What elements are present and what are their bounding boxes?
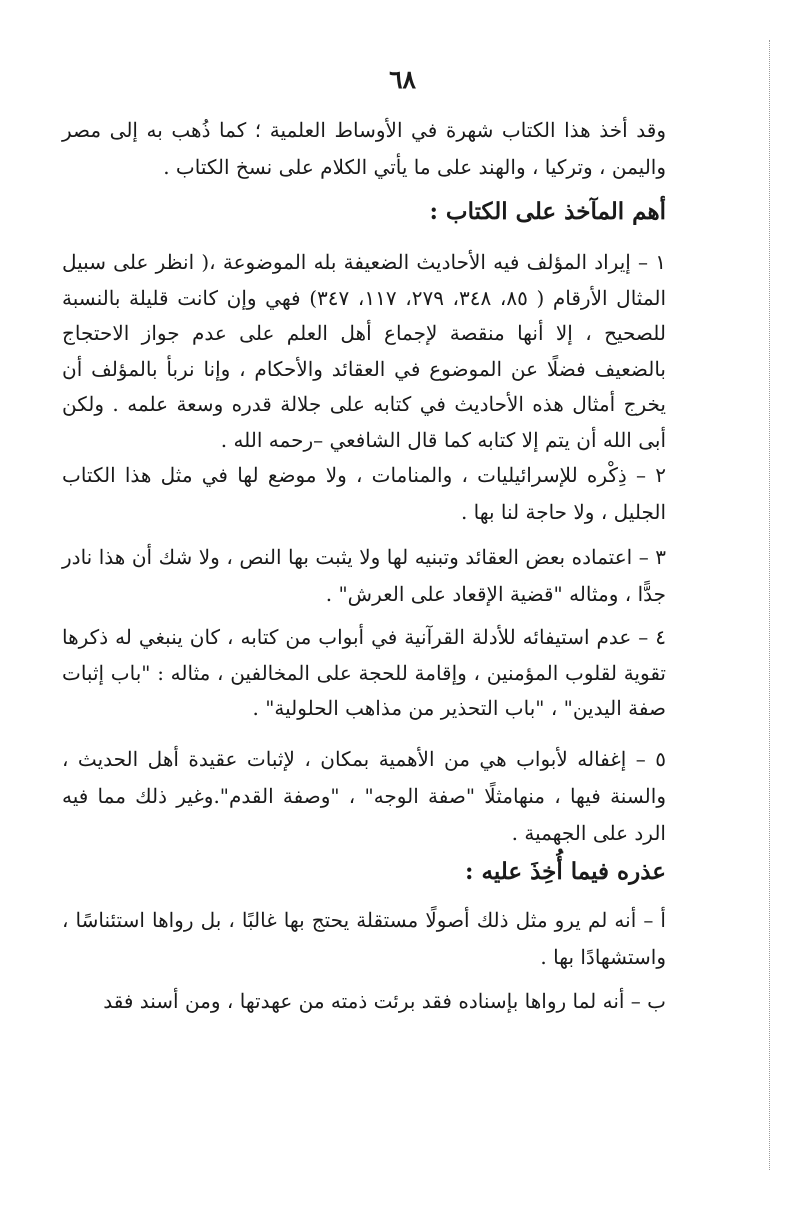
page-edge-line bbox=[769, 40, 770, 1170]
intro-paragraph: وقد أخذ هذا الكتاب شهرة في الأوساط العلمية ؛ كما ذُهب به إلى مصر واليمن ، وتركيا ، والهند على ما يأتي الكلام على نسخ الكتاب . bbox=[62, 118, 666, 179]
excuse-point-b: ب – أنه لما رواها بإسناده فقد برئت ذمته من عهدتها ، ومن أسند فقد bbox=[103, 989, 666, 1013]
heading-main-criticisms: أهم المآخذ على الكتاب : bbox=[429, 198, 666, 225]
excuse-point-a: أ – أنه لم يرو مثل ذلك أصولًا مستقلة يحتج بها غالبًا ، بل رواها استئناسًا ، واستشهادًا بها . bbox=[62, 908, 666, 969]
criticism-point-1: ١ – إيراد المؤلف فيه الأحاديث الضعيفة بله الموضوعة ،( انظر على سبيل المثال الأرقام ( ٨٥، ٣٤٨، ٢٧٩، ١١٧، ٣٤٧) فهي وإن كانت قليلة بالنسبة للصحيح ، إلا أنها منقصة لإجماع أهل العلم على عدم جواز الاحتجاج بالضعيف فضلًا عن الموضوع في العقائد والأحكام ، وإنا نربأ بالمؤلف أن يخرج أمثال هذه الأحاديث في كتابه على جلالة قدره وسعة علمه . ولكن أبى الله أن يتم إلا كتابه كما قال الشافعي –رحمه الله . bbox=[62, 250, 667, 452]
criticism-point-3: ٣ – اعتماده بعض العقائد وتبنيه لها ولا يثبت بها النص ، ولا شك أن هذا نادر جدًّا ، ومثاله "قضية الإقعاد على العرش" . bbox=[62, 545, 666, 606]
criticism-point-2: ٢ – ذِكْره للإسرائيليات ، والمنامات ، ولا موضع لها في مثل هذا الكتاب الجليل ، ولا حاجة لنا بها . bbox=[62, 463, 666, 524]
page-number: ٦٨ bbox=[389, 65, 416, 94]
criticism-point-4: ٤ – عدم استيفائه للأدلة القرآنية في أبواب من كتابه ، كان ينبغي له ذكرها تقوية لقلوب المؤمنين ، وإقامة للحجة على المخالفين ، مثاله : "باب إثبات صفة اليدين" ، "باب التحذير من مذاهب الحلولية" . bbox=[62, 625, 666, 720]
criticism-point-5: ٥ – إغفاله لأبواب هي من الأهمية بمكان ، لإثبات عقيدة أهل الحديث ، والسنة فيها ، منهامثلًا "صفة الوجه" ، "وصفة القدم".وغير ذلك مما فيه الرد على الجهمية . bbox=[62, 747, 666, 845]
heading-excuse: عذره فيما أُخِذَ عليه : bbox=[464, 858, 666, 885]
